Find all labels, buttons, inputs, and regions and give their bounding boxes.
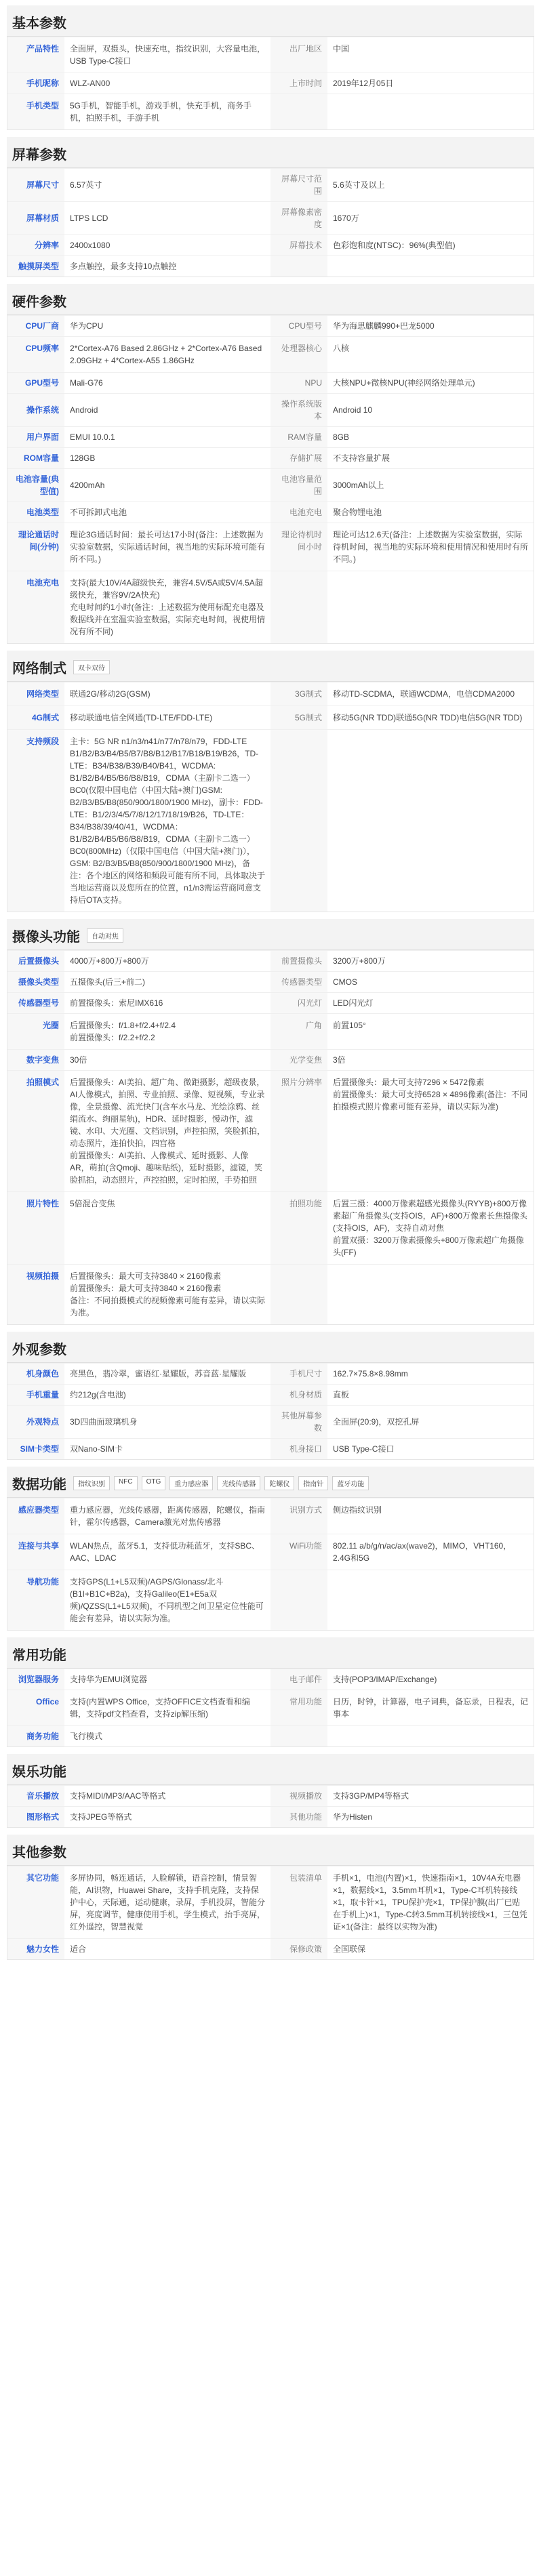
spec-label: 传感器类型 [270,972,327,992]
spec-value: 3D四曲面玻璃机身 [70,1417,138,1427]
spec-label: 上市时间 [270,73,327,94]
section-network-header [7,651,534,682]
spec-value [327,730,534,912]
spec-value: 3倍 [333,1055,346,1065]
spec-row [7,168,534,201]
spec-label: 保修政策 [270,1939,327,1959]
spec-row [7,1690,534,1725]
spec-row [7,1070,534,1191]
spec-row [7,426,534,447]
spec-label: 照片特性 [7,1192,64,1264]
spec-label: 外观特点 [7,1406,64,1438]
spec-value: 大核NPU+微核NPU(神经网络处理单元) [333,378,475,388]
spec-row [7,1013,534,1049]
spec-value: 主卡：5G NR n1/n3/n41/n77/n78/n79，FDD-LTE B1/B2/B3/B4/B5/B7/B8/B12/B17/B18/B19/B26，TD-LTE：B34/B38/B39/B40/B41，WCDMA: B1/B2/B4/B5/B6/B8/B19，CDMA（主副卡二选一）BC0(仅限中国电信（中国大陆+澳门)GSM: B2/B3/B5/B8(850/900/1800/1900 MHz)，副卡：FDD-LTE：B1/2/3/4/5/7/8/12/17/18/19/B26，TD-LTE：B34/B38/39/40/41，WCDMA：B1/B2/B4/B5/B6/B8/B19，CDMA（主副卡二选一）BC0(800MHz)（仅限中国电信（中国大陆+澳门)），GSM: B2/B3/B5/B8(850/900/1800/1900 MHz)，备注：各个地区的网络和频段可能有所不同，具体取决于当地运营商以及您所在的位置，n1/n3需运营商同意支持后OTA支持。 [70,737,266,905]
section-other [7,1835,534,1960]
spec-row [7,1785,534,1806]
spec-label: 感应器类型 [7,1498,64,1534]
section-features-mini-tab[interactable]: 陀螺仪 [264,1476,294,1490]
spec-label [270,730,327,912]
spec-value: EMUI 10.0.1 [70,432,115,442]
spec-value [327,1570,534,1630]
spec-value: 4200mAh [70,481,105,490]
spec-label: 其他功能 [270,1807,327,1827]
spec-value: 后置摄像头：AI美拍、超广角、微距摄影，超级夜景，AI人像模式，拍照、专业拍照、录像、短视频，专业录像，全景摄像、流光快门(含车水马龙、光绘涂鸦、丝绢流水、绚丽星轨)，HDR、延时摄影，慢动作，滤镜、水印、大光圈、文档识别，声控拍照，笑脸抓拍，动态照片，连拍快拍，四宫格 前置摄像头：AI美拍、人像模式、延时摄影、人像AR，萌拍(含Qmoji、趣味贴纸)，延时摄影，滤镜，笑脸抓拍，动态照片，声控拍照，定时拍照，手势拍照 [70,1078,266,1185]
spec-label: 传感器型号 [7,993,64,1013]
section-network-mini-tab[interactable]: 双卡双待 [73,660,110,674]
spec-value: 重力感应器，光线传感器，距离传感器，陀螺仪，指南针，霍尔传感器，Camera激光对焦传感器 [70,1505,266,1527]
spec-label: 照片分辨率 [270,1071,327,1191]
spec-value: 日历，时钟，计算器，电子词典，备忘录，日程表，记事本 [333,1697,529,1719]
spec-label: 闪光灯 [270,993,327,1013]
spec-row [7,393,534,426]
spec-label: 存储扩展 [270,448,327,468]
spec-value: 华为Histen [333,1812,373,1822]
spec-label: 电池充电 [7,571,64,643]
section-network [7,651,534,912]
section-features-title: 数据功能 [12,1477,66,1492]
spec-label: GPU型号 [7,373,64,393]
section-camera-header [7,919,534,950]
spec-label: CPU频率 [7,337,64,372]
spec-value: 理论3G通话时间：最长可达17小时(备注：上述数据为实验室数据，实际通话时间，视当地的实际环境可能有所不同。) [70,530,266,564]
spec-label: 5G制式 [270,706,327,729]
section-basic-title: 基本参数 [7,5,534,37]
spec-value: 2019年12月05日 [333,79,394,88]
spec-label [270,1570,327,1630]
spec-label: 机身接口 [270,1439,327,1459]
section-entertainment-grid [7,1785,534,1828]
spec-row [7,255,534,277]
spec-label: 屏幕尺寸范围 [270,169,327,201]
spec-label: 理论通话时间(分钟) [7,523,64,571]
spec-row [7,706,534,729]
spec-value: 30倍 [70,1055,87,1065]
spec-value: 后置摄像头：f/1.8+f/2.4+f/2.4 前置摄像头：f/2.2+f/2.2 [70,1021,176,1042]
spec-label: 出厂地区 [270,37,327,73]
spec-label: ROM容量 [7,448,64,468]
spec-value: 侧边指纹识别 [333,1505,382,1515]
spec-label: 电池类型 [7,502,64,523]
spec-value: 色彩饱和度(NTSC)：96%(典型值) [333,241,456,250]
spec-value: 2*Cortex-A76 Based 2.86GHz + 2*Cortex-A76 Based 2.09GHz + 4*Cortex-A55 1.86GHz [70,344,262,365]
section-hardware-grid [7,315,534,644]
spec-row [7,1438,534,1459]
spec-label: 浏览器服务 [7,1669,64,1690]
spec-value: 移动TD-SCDMA，联通WCDMA，电信CDMA2000 [333,689,515,699]
spec-value: 支持MIDI/MP3/AAC等格式 [70,1791,166,1801]
spec-value: 4000万+800万+800万 [70,956,149,966]
spec-label: 4G制式 [7,706,64,729]
spec-row [7,1534,534,1570]
section-features-header [7,1467,534,1498]
spec-label: 光圈 [7,1014,64,1049]
section-features-mini-tab[interactable]: 重力感应器 [169,1476,213,1490]
section-appearance-title: 外观参数 [7,1332,534,1363]
spec-row [7,502,534,523]
spec-row [7,1725,534,1746]
spec-value: 五摄像头(后三+前二) [70,977,146,987]
spec-row [7,234,534,255]
section-other-grid [7,1866,534,1960]
spec-label [270,1726,327,1746]
spec-value: USB Type-C接口 [333,1444,395,1454]
spec-label: CPU型号 [270,316,327,336]
spec-label: 视频播放 [270,1786,327,1806]
section-other-title: 其他参数 [7,1835,534,1866]
spec-value: 亮黑色，翡冷翠，蜜语红·星耀版，苏音蓝·星耀版 [70,1369,246,1378]
section-network-title: 网络制式 [12,661,66,676]
spec-value: 前置摄像头：索尼IMX616 [70,998,163,1008]
spec-value: 全国联保 [333,1944,366,1954]
spec-row [7,1049,534,1070]
spec-value: 聚合物锂电池 [333,508,382,517]
spec-label: 手机重量 [7,1385,64,1405]
spec-label: 用户界面 [7,427,64,447]
spec-value: 支持华为EMUI浏览器 [70,1675,148,1684]
spec-value: 支持(POP3/IMAP/Exchange) [333,1675,437,1684]
spec-label [270,94,327,129]
section-hardware-title: 硬件参数 [7,284,534,315]
spec-row [7,94,534,129]
spec-value: Android 10 [333,405,373,415]
spec-value: 前置105° [333,1021,366,1030]
spec-value: 支持(内置WPS Office，支持OFFICE文档查看和编辑，支持pdf文档查看，支持zip解压缩) [70,1697,250,1719]
spec-value: 移动5G(NR TDD)联通5G(NR TDD)电信5G(NR TDD) [333,713,523,722]
spec-value: 支持(最大10V/4A超级快充，兼容4.5V/5A或5V/4.5A超级快充，兼容9V/2A快充) 充电时间约1小时(备注：上述数据为使用标配充电器及数据线并在室温实验室数据，实际充电时间，视使用情况有所不同) [70,578,266,636]
section-features-mini-tab[interactable]: 指南针 [298,1476,328,1490]
spec-value: 2400x1080 [70,241,111,250]
spec-label: 导航功能 [7,1570,64,1630]
spec-value: LTPS LCD [70,213,108,223]
section-screen-grid [7,168,534,277]
spec-label: 拍照模式 [7,1071,64,1191]
spec-value: 支持JPEG等格式 [70,1812,132,1822]
spec-value: 5倍混合变焦 [70,1199,115,1208]
spec-label: 电子邮件 [270,1669,327,1690]
spec-label: 触摸屏类型 [7,256,64,277]
spec-label: RAM容量 [270,427,327,447]
section-common-grid [7,1669,534,1747]
spec-value: 移动联通电信全网通(TD-LTE/FDD-LTE) [70,713,213,722]
spec-label: 操作系统版本 [270,394,327,426]
section-screen [7,137,534,277]
spec-row [7,1384,534,1405]
spec-value: 适合 [70,1944,87,1954]
spec-value: Mali-G76 [70,378,103,388]
spec-label: 电池充电 [270,502,327,523]
spec-value: 手机×1，电池(内置)×1，快速指南×1，10V4A充电器×1，数据线×1，3.5mm耳机×1，Type-C耳机转接线×1，取卡针×1，TPU保护壳×1，TP保护膜(出厂已贴在手机上)×1，Type-C转3.5mm耳机转接线×1，三包凭证×1(备注：最终以实物为准) [333,1873,527,1931]
spec-label: 视频拍摄 [7,1265,64,1324]
spec-value: 多屏协同，畅连通话，人脸解锁，语音控制，情景智能，AI识物，Huawei Share，支持手机克隆，支持保护中心，天际通，运动健康，录屏，手机投屏，智能分屏，亮度调节，健康使用手机，学生模式，抬手亮屏，红外遥控，智慧视觉 [70,1873,266,1931]
spec-label: 数字变焦 [7,1050,64,1070]
spec-label: 手机昵称 [7,73,64,94]
spec-label: 手机尺寸 [270,1364,327,1384]
spec-row [7,729,534,912]
spec-value: 约212g(含电池) [70,1390,126,1399]
spec-value: 5.6英寸及以上 [333,180,385,190]
spec-value: 八核 [333,344,350,353]
spec-label: CPU厂商 [7,316,64,336]
section-features-mini-tab[interactable]: 蓝牙功能 [332,1476,369,1490]
spec-value: 中国 [333,44,350,54]
spec-value: WLZ-AN00 [70,79,111,88]
spec-value: 后置摄像头：最大可支持3840 × 2160像素 前置摄像头：最大可支持3840 × 2160像素 备注：不同拍摄模式的视频像素可能有差异，请以实际为准。 [70,1271,266,1317]
section-network-grid [7,682,534,912]
section-entertainment-title: 娱乐功能 [7,1754,534,1785]
spec-label: 电池容量范围 [270,469,327,502]
spec-row [7,37,534,73]
spec-row [7,1669,534,1690]
spec-label: 其他屏幕参数 [270,1406,327,1438]
section-common [7,1637,534,1747]
section-camera-mini-tabs [87,928,123,943]
spec-label: 音乐播放 [7,1786,64,1806]
spec-row [7,315,534,336]
spec-label: 屏幕像素密度 [270,202,327,234]
spec-value: 后置摄像头：最大可支持7296 × 5472像素 前置摄像头：最大可支持6528 × 4896像素(备注：不同拍摄模式照片像素可能有差异，请以实际为准) [333,1078,528,1111]
spec-label: 屏幕材质 [7,202,64,234]
section-appearance [7,1332,534,1460]
spec-label: 处理器核心 [270,337,327,372]
spec-row [7,1498,534,1534]
spec-label: 识别方式 [270,1498,327,1534]
spec-label: 机身材质 [270,1385,327,1405]
spec-value: 3000mAh以上 [333,481,384,490]
spec-row [7,73,534,94]
spec-value: 直板 [333,1390,350,1399]
section-basic-grid [7,37,534,130]
spec-row [7,1938,534,1959]
spec-row [7,992,534,1013]
section-camera [7,919,534,1325]
spec-label: 手机类型 [7,94,64,129]
spec-row [7,1806,534,1827]
section-camera-mini-tab[interactable]: 自动对焦 [87,928,123,943]
section-features-grid [7,1498,534,1631]
spec-label: Office [7,1690,64,1725]
section-hardware [7,284,534,644]
spec-value [327,94,534,129]
spec-label: 连接与共享 [7,1534,64,1570]
spec-value: 联通2G/移动2G(GSM) [70,689,151,699]
spec-value: 3200万+800万 [333,956,386,966]
spec-row [7,1264,534,1324]
spec-label: 图形格式 [7,1807,64,1827]
spec-row [7,523,534,571]
spec-label: NPU [270,373,327,393]
spec-row [7,447,534,468]
spec-value: WLAN热点，蓝牙5.1，支持低功耗蓝牙，支持SBC、AAC、LDAC [70,1541,260,1563]
spec-label [270,571,327,643]
spec-label: 屏幕技术 [270,235,327,255]
spec-label [270,1265,327,1324]
spec-value: 华为CPU [70,321,104,331]
spec-value: 1670万 [333,213,359,223]
spec-value: 不支持容量扩展 [333,453,390,463]
spec-label: 3G制式 [270,682,327,706]
section-appearance-grid [7,1363,534,1460]
spec-label: 机身颜色 [7,1364,64,1384]
spec-value: 华为海思麒麟990+巴龙5000 [333,321,435,331]
spec-value: 双Nano-SIM卡 [70,1444,123,1454]
spec-row [7,1405,534,1438]
section-features-mini-tabs [73,1476,369,1490]
spec-value: 多点触控，最多支持10点触控 [70,262,177,271]
spec-label: 支持频段 [7,730,64,912]
spec-value: 全面屏，双摄头，快速充电，指纹识别，大容量电池，USB Type-C接口 [70,44,266,66]
spec-label: 商务功能 [7,1726,64,1746]
spec-value: 128GB [70,453,96,463]
spec-label: 光学变焦 [270,1050,327,1070]
spec-label: 其它功能 [7,1866,64,1938]
spec-row [7,1570,534,1630]
section-common-title: 常用功能 [7,1637,534,1669]
spec-page [7,5,534,1960]
section-camera-title: 摄像头功能 [12,930,80,945]
spec-value [327,1265,534,1324]
spec-value: 162.7×75.8×8.98mm [333,1369,408,1378]
spec-value: 6.57英寸 [70,180,102,190]
spec-label: 常用功能 [270,1690,327,1725]
section-features-mini-tab[interactable]: 指纹识别 [73,1476,110,1490]
spec-row [7,201,534,234]
spec-value: 全面屏(20:9)，双挖孔屏 [333,1417,420,1427]
section-entertainment [7,1754,534,1828]
spec-value: Android [70,405,98,415]
section-features-mini-tab[interactable]: 光线传感器 [217,1476,260,1490]
spec-label: WiFi功能 [270,1534,327,1570]
spec-row [7,1191,534,1264]
section-features-mini-tab[interactable]: NFC [114,1476,138,1490]
spec-row [7,682,534,706]
spec-label: 魅力女性 [7,1939,64,1959]
spec-label: 屏幕尺寸 [7,169,64,201]
spec-value: 支持3GP/MP4等格式 [333,1791,409,1801]
spec-label: 产品特性 [7,37,64,73]
spec-label: SIM卡类型 [7,1439,64,1459]
spec-label: 理论待机时间小时 [270,523,327,571]
spec-value [327,256,534,277]
spec-value: 不可拆卸式电池 [70,508,127,517]
section-basic [7,5,534,130]
spec-label: 广角 [270,1014,327,1049]
section-features-mini-tab[interactable]: OTG [142,1476,166,1490]
section-network-mini-tabs [73,660,110,674]
spec-value: 理论可达12.6天(备注：上述数据为实验室数据，实际待机时间，视当地的实际环境和使用情况和使用时有所不同。) [333,530,529,564]
spec-value [327,571,534,643]
spec-value: 8GB [333,432,350,442]
spec-value: 5G手机，智能手机，游戏手机，快充手机，商务手机，拍照手机，手游手机 [70,101,252,123]
spec-row [7,1363,534,1384]
spec-row [7,336,534,372]
spec-value: CMOS [333,977,357,987]
spec-label: 分辨率 [7,235,64,255]
spec-value: 飞行模式 [70,1732,103,1741]
section-screen-title: 屏幕参数 [7,137,534,168]
spec-label: 拍照功能 [270,1192,327,1264]
spec-row [7,971,534,992]
spec-label: 包装清单 [270,1866,327,1938]
spec-label: 后置摄像头 [7,951,64,971]
section-features [7,1467,534,1631]
spec-value: 后置三摄：4000万像素超感光摄像头(RYYB)+800万像素超广角摄像头(支持OIS，AF)+800万像素长焦摄像头(支持OIS，AF)，支持自动对焦 前置双摄：3200万像素摄像头+800万像素超广角摄像头(FF) [333,1199,528,1257]
spec-value: 支持GPS(L1+L5双频)/AGPS/Glonass/北斗(B1I+B1C+B2a)，支持Galileo(E1+E5a双频)/QZSS(L1+L5双频)，不同机型之间卫星定位性能可能会有差异，请以实际为准。 [70,1577,264,1623]
spec-value: 802.11 a/b/g/n/ac/ax(wave2)，MIMO，VHT160，2.4G和5G [333,1541,512,1563]
spec-row [7,571,534,643]
spec-label: 网络类型 [7,682,64,706]
section-camera-grid [7,950,534,1325]
spec-label: 操作系统 [7,394,64,426]
spec-value: LED闪光灯 [333,998,374,1008]
spec-label [270,256,327,277]
spec-row [7,950,534,971]
spec-row [7,468,534,502]
spec-label: 前置摄像头 [270,951,327,971]
spec-label: 电池容量(典型值) [7,469,64,502]
spec-label: 摄像头类型 [7,972,64,992]
spec-row [7,1866,534,1938]
spec-value [327,1726,534,1746]
spec-row [7,372,534,393]
